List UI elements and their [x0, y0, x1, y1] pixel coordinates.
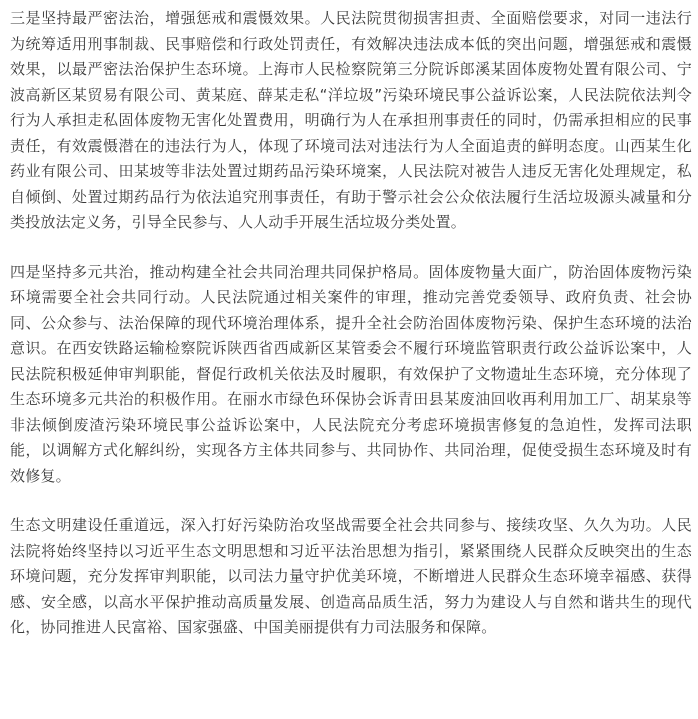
paragraph-strict-rule-of-law: 三是坚持最严密法治，增强惩戒和震慑效果。人民法院贯彻损害担责、全面赔偿要求，对同一违法行为统筹适用刑事制裁、民事赔偿和行政处罚责任，有效解决违法成本低的突出问题，增强惩戒和震慑效果，以最严密法治保护生态环境。上海市人民检察院第三分院诉郎溪某固体废物处置有限公司、宁波高新区某贸易有限公司、黄某庭、薛某走私“洋垃圾”污染环境民事公益诉讼案，人民法院依法判令行为人承担走私固体废物无害化处置费用，明确行为人在承担刑事责任的同时，仍需承担相应的民事责任，有效震慑潜在的违法行为人，体现了环境司法对违法行为人全面追责的鲜明态度。山西某生化药业有限公司、田某坡等非法处置过期药品污染环境案，人民法院对被告人违反无害化处理规定，私自倾倒、处置过期药品行为依法追究刑事责任，有助于警示社会公众依法履行生活垃圾源头减量和分类投放法定义务，引导全民参与、人人动手开展生活垃圾分类处置。: [10, 9, 692, 231]
paragraph-conclusion: 生态文明建设任重道远，深入打好污染防治攻坚战需要全社会共同参与、接续攻坚、久久为功。人民法院将始终坚持以习近平生态文明思想和习近平法治思想为指引，紧紧围绕人民群众反映突出的生态环境问题，充分发挥审判职能，以司法力量守护优美环境，不断增进人民群众生态环境幸福感、获得感、安全感，以高水平保护推动高质量发展、创造高品质生活，努力为建设人与自然和谐共生的现代化，协同推进人民富裕、国家强盛、中国美丽提供有力司法服务和保障。: [10, 516, 692, 636]
paragraph-multi-party-governance: 四是坚持多元共治，推动构建全社会共同治理共同保护格局。固体废物量大面广，防治固体废物污染环境需要全社会共同行动。人民法院通过相关案件的审理，推动完善党委领导、政府负责、社会协同、公众参与、法治保障的现代环境治理体系，提升全社会防治固体废物污染、保护生态环境的法治意识。在西安铁路运输检察院诉陕西省西咸新区某管委会不履行环境监管职责行政公益诉讼案中，人民法院积极延伸审判职能，督促行政机关依法及时履职，有效保护了文物遗址生态环境，充分体现了生态环境多元共治的积极作用。在丽水市绿色环保协会诉青田县某废油回收再利用加工厂、胡某泉等非法倾倒废渣污染环境民事公益诉讼案中，人民法院充分考虑环境损害修复的急迫性，发挥司法职能，以调解方式化解纠纷，实现各方主体共同参与、共同协作、共同治理，促使受损生态环境及时有效修复。: [10, 262, 692, 485]
